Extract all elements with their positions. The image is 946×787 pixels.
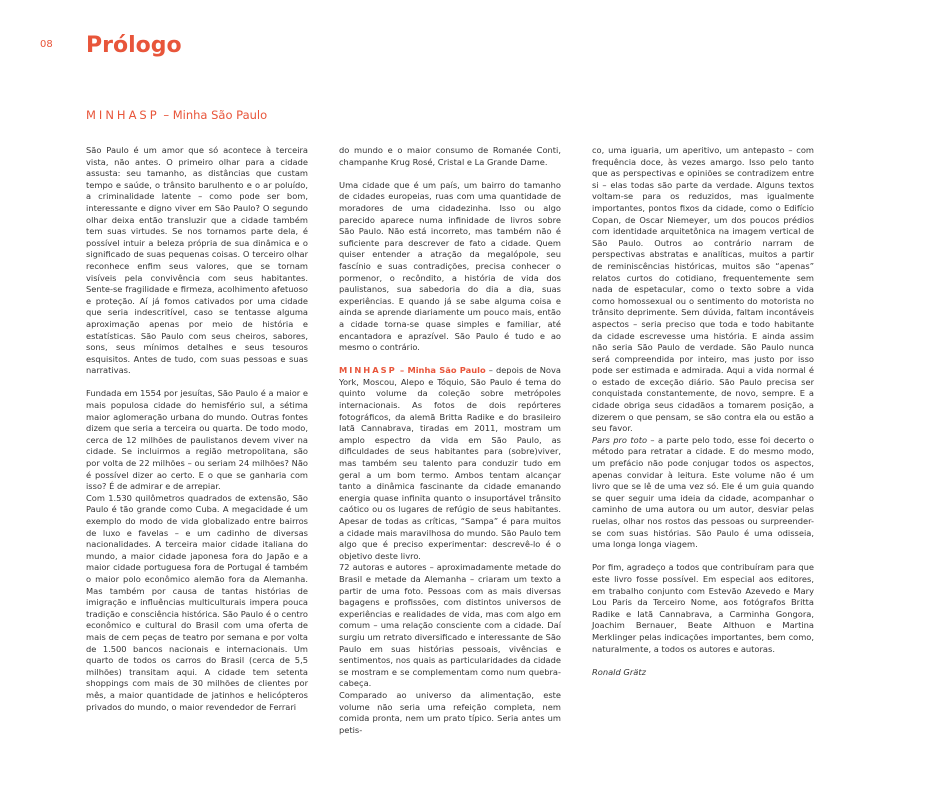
text-column-1 bbox=[86, 145, 308, 725]
paragraph: do mundo e o maior consumo de Romanée Conti, champanhe Krug Rosé, Cristal e La Grande Dame. bbox=[339, 145, 561, 167]
paragraph: Uma cidade que é um país, um bairro do tamanho de cidades europeias, ruas com uma quantidade de moradores de uma cidadezinha. Isso ou algo parecido aparece numa infinidade de livros sobre São Paulo. Não está incorreto, mas também não é suficiente para descrever de fato a cidade. Quem quiser entender a atração da megalópole, seu fascínio e suas contradições, precisa conhecer o pormenor, o recôndito, a história de vida dos paulistanos, sua sabedoria do dia a dia, suas experiências. E quando já se sabe alguma coisa e ainda se aprende diariamente um pouco mais, então a cidade torna-se quase simples e familiar, até encantadora e aprazível. São Paulo é tudo e ao mesmo o contrário. bbox=[339, 179, 561, 353]
subtitle-rest: – Minha São Paulo bbox=[159, 108, 268, 122]
page-title: Prólogo bbox=[86, 33, 182, 58]
signature: Ronald Grätz bbox=[592, 666, 646, 677]
subtitle bbox=[86, 108, 267, 122]
paragraph-text: – depois de Nova York, Moscou, Alepo e Tóquio, São Paulo é tema do quinto volume da coleção sobre metrópoles internacionais. As fotos de dois repórteres fotográficos, da alemã Britta Radike e do brasileiro Iatã Cannabrava, tiradas em 2011, mostram um amplo espectro da vida em São Paulo, as dificuldades de seus habitantes para (sobre)viver, mas também seu talento para conduzir tudo em geral a um bom termo. Ambos tentam alcançar tanto a dinâmica fascinante da cidade emanando energia quase infinita quanto o insuportável trânsito caótico ou os lugares de refúgio de seus habitantes. Apesar de todas as críticas, “Sampa” é para muitos a cidade mais maravilhosa do mundo. São Paulo tem algo que é preciso experimentar: descrevê-lo é o objetivo deste livro. bbox=[339, 365, 561, 561]
paragraph: São Paulo é um amor que só acontece à terceira vista, não antes. O primeiro olhar para a cidade assusta: seu tamanho, as distâncias que custam tempo e saúde, o trânsito barulhento e o ar poluído, a criminalidade latente – como pode ser bom, interessante e digno viver em São Paulo? O segundo olhar deixa então transluzir que a cidade também tem suas virtudes. Se nos tornamos parte dela, é possível intuir a beleza própria de sua dinâmica e o significado de suas pequenas coisas. O terceiro olhar reconhece enfim seus valores, que se tornam visíveis pela convivência com seus habitantes. Sente-se fragilidade e firmeza, acolhimento afetuoso e proteção. Aí já fomos cativados por uma cidade que seria indescritível, caso se tentasse alguma aproximação apenas por meio de história e estatísticas. São Paulo com seus cheiros, sabores, sons, seus mínimos detalhes e seus tesouros esquisitos. Antes de tudo, com suas pessoas e suas narrativas. bbox=[86, 145, 308, 376]
paragraph: co, uma iguaria, um aperitivo, um antepasto – com frequência doce, às vezes amargo. Isso pelo tanto que as perspectivas e opiniões se contradizem entre si – elas todas são parte da verdade. Alguns textos voltam-se para os reduzidos, mas igualmente importantes, pontos fixos da cidade, como o Edifício Copan, de Oscar Niemeyer, um dos poucos prédios com identidade arquitetônica na imagem vertical de São Paulo. Outros ao contrário narram de perspectivas abstratas e analíticas, muitos a partir de reminiscências históricas, muitos são “apenas” relatos curtos do cotidiano, frequentemente sem nada de espetacular, como o texto sobre a vida como homossexual ou o sentimento do motorista no trânsito deprimente. Sem dúvida, faltam incontáveis aspectos – seria preciso que toda e todo habitante da cidade escrevesse uma história. E ainda assim não seria São Paulo de verdade. São Paulo nunca será compreendida por inteiro, mas justo por isso pode ser estimada e admirada. Aqui a vida normal é o estado de exceção diário. São Paulo precisa ser conquistada constantemente, de novo, sempre. E a cidade obriga seus cidadãos a tomarem posição, a dizerem o que pensam, se são contra ela ou estão a seu favor. bbox=[592, 145, 814, 434]
inline-highlight bbox=[339, 365, 486, 375]
text-column-2 bbox=[339, 145, 561, 736]
subtitle-spaced: MINHASP bbox=[86, 108, 160, 122]
highlight-rest: – Minha São Paulo bbox=[396, 365, 486, 376]
paragraph: Fundada em 1554 por jesuítas, São Paulo é a maior e mais populosa cidade do hemisfério sul, a sétima maior aglomeração urbana do mundo. Outras fontes dizem que seria a terceira ou quarta. De todo modo, cerca de 12 milhões de paulistanos devem viver na cidade. Se incluirmos a região metropolitana, são por volta de 22 milhões – ou seriam 24 milhões? Não é possível dizer ao certo. E o que se ganharia com isso? É de admirar e de arrepiar. bbox=[86, 388, 308, 492]
paragraph-text: – a parte pelo todo, esse foi decerto o método para retratar a cidade. E do mesmo modo, um prefácio não pode conjugar todos os aspectos, apenas convidar à leitura. Este volume não é um livro que se lê de uma vez só. Ele é um guia quando se quer seguir uma ideia da cidade, acompanhar o caminho de uma autora ou um autor, desviar pelas ruelas, olhar nos rostos das pessoas ou surpreender-se com suas histórias. São Paulo é uma odisseia, uma longa longa viagem. bbox=[592, 434, 814, 550]
paragraph bbox=[339, 365, 561, 562]
paragraph: Comparado ao universo da alimentação, este volume não seria uma refeição completa, nem comida pronta, nem um prato típico. Seria antes um petis- bbox=[339, 689, 561, 735]
paragraph: Por fim, agradeço a todos que contribuíram para que este livro fosse possível. Em especial aos editores, em trabalho conjunto com Estevão Azevedo e Mary Lou Paris da Terceiro Nome, aos fotógrafos Britta Radike e Iatã Cannabrava, a Carminha Gongora, Joachim Bernauer, Beate Althuon e Martina Merklinger pelas indicações importantes, bem como, naturalmente, a todos os autores e autoras. bbox=[592, 562, 814, 654]
page-number: 08 bbox=[40, 39, 53, 50]
paragraph: Com 1.530 quilômetros quadrados de extensão, São Paulo é tão grande como Cuba. A megacidade é um exemplo do modo de vida globalizado entre bairros de luxo e favelas – e um cadinho de diversas nacionalidades. A terceira maior cidade italiana do mundo, a maior cidade japonesa fora do Japão e a maior cidade portuguesa fora de Portugal é também o maior polo econômico alemão fora da Alemanha. Mas também por causa de tantas histórias de imigração e influências multiculturais impera pouca tradição e consciência histórica. São Paulo é o centro econômico e cultural do Brasil com uma oferta de mais de cem peças de teatro por semana e por volta de 1.500 bancos nacionais e internacionais. Um quarto de todos os carros do Brasil (cerca de 5,5 milhões) transitam aqui. A cidade tem setenta shoppings com mais de 30 milhões de clientes por mês, a maior quantidade de jatinhos e helicópteros privados do mundo, o maior revendedor de Ferrari bbox=[86, 492, 308, 712]
text-column-3 bbox=[592, 145, 814, 690]
inline-italic: Pars pro toto bbox=[592, 434, 648, 445]
paragraph bbox=[592, 435, 814, 551]
highlight-spaced: MINHASP bbox=[339, 365, 397, 376]
paragraph: 72 autoras e autores – aproximadamente metade do Brasil e metade da Alemanha – criaram um texto a partir de uma foto. Pessoas com as mais diversas bagagens e profissões, com distintos universos de experiências e realidades de vida, mas com algo em comum – uma relação consciente com a cidade. Daí surgiu um retrato diversificado e interessante de São Paulo em suas histórias pessoais, vivências e sentimentos, nos quais as particularidades da cidade se mostram e se complementam como num quebra-cabeça. bbox=[339, 562, 561, 689]
